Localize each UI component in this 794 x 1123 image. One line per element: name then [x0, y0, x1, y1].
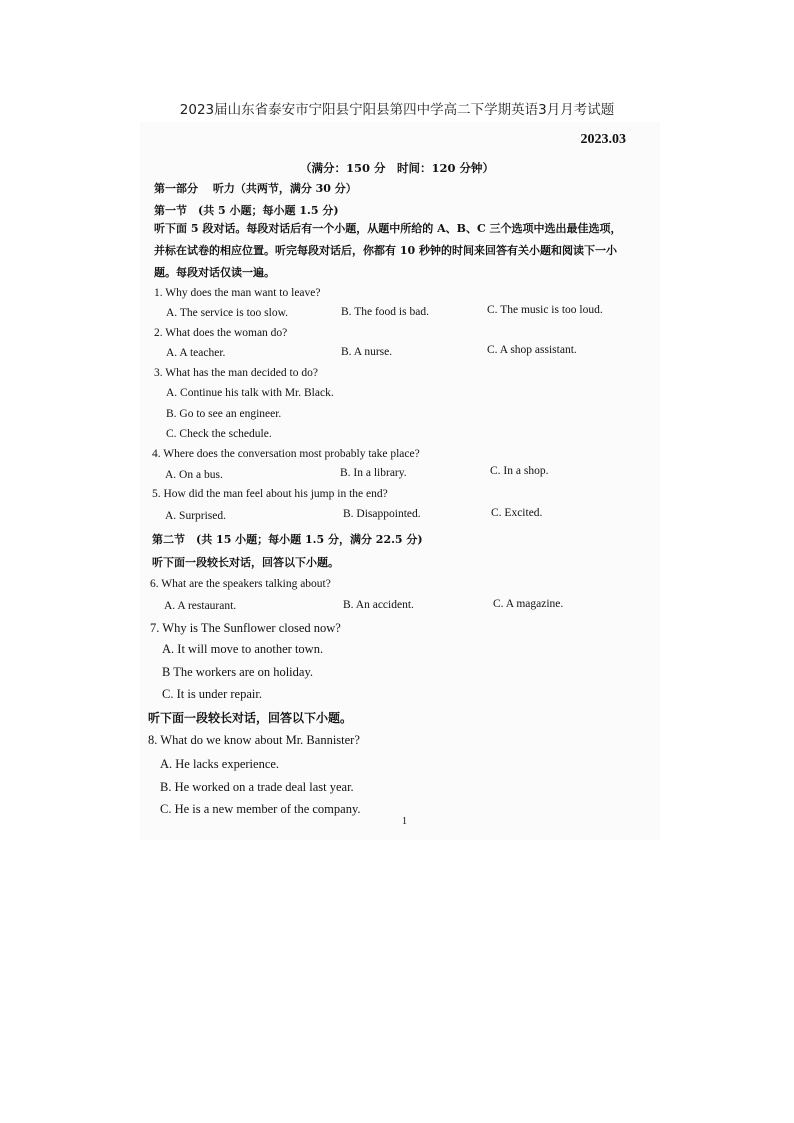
- exam-date: 2023.03: [580, 132, 626, 147]
- question-4-option-a: A. On a bus.: [165, 469, 223, 481]
- question-6-option-b: B. An accident.: [343, 599, 414, 611]
- question-3-stem: 3. What has the man decided to do?: [154, 367, 318, 379]
- question-4-option-b: B. In a library.: [340, 467, 407, 479]
- question-7-stem: 7. Why is The Sunflower closed now?: [150, 621, 341, 635]
- section1-heading: 第一节 (共 5 小题；每小题 1.5 分): [154, 204, 339, 217]
- question-7-option-a: A. It will move to another town.: [162, 642, 324, 656]
- question-2-option-b: B. A nurse.: [341, 346, 393, 358]
- section2-heading: 第二节 (共 15 小题；每小题 1.5 分，满分 22.5 分): [152, 533, 423, 546]
- question-6-option-c: C. A magazine.: [493, 598, 564, 610]
- question-5-stem: 5. How did the man feel about his jump in the end?: [152, 488, 388, 500]
- instruction2: 听下面一段较长对话，回答以下小题。: [152, 556, 339, 569]
- question-8-stem: 8. What do we know about Mr. Bannister?: [148, 733, 360, 747]
- question-1-stem: 1. Why does the man want to leave?: [154, 287, 321, 299]
- question-3-option-b: B. Go to see an engineer.: [166, 408, 282, 420]
- question-1-option-c: C. The music is too loud.: [487, 304, 603, 316]
- question-2-option-c: C. A shop assistant.: [487, 344, 577, 356]
- question-8-option-c: C. He is a new member of the company.: [160, 802, 361, 816]
- instruction1-line1: 听下面 5 段对话。每段对话后有一个小题，从题中所给的 A、B、C 三个选项中选出最佳选项，: [154, 222, 622, 235]
- question-5-option-b: B. Disappointed.: [343, 508, 421, 520]
- question-2-stem: 2. What does the woman do?: [154, 327, 288, 339]
- instruction1-line3: 题。每段对话仅读一遍。: [154, 266, 275, 279]
- question-7-option-c: C. It is under repair.: [162, 687, 262, 701]
- question-2-option-a: A. A teacher.: [166, 347, 226, 359]
- question-3-option-c: C. Check the schedule.: [166, 428, 272, 440]
- question-1-option-b: B. The food is bad.: [341, 306, 429, 318]
- question-8-option-b: B. He worked on a trade deal last year.: [160, 780, 354, 794]
- question-7-option-b: B The workers are on holiday.: [162, 665, 314, 679]
- question-5-option-c: C. Excited.: [491, 507, 543, 519]
- question-4-stem: 4. Where does the conversation most probably take place?: [152, 448, 420, 460]
- question-8-option-a: A. He lacks experience.: [160, 757, 280, 771]
- page-number: 1: [402, 816, 407, 827]
- instruction1-line2: 并标在试卷的相应位置。听完每段对话后，你都有 10 秒钟的时间来回答有关小题和阅读下一小: [154, 244, 617, 257]
- document-title: 2023届山东省泰安市宁阳县宁阳县第四中学高二下学期英语3月月考试题: [179, 102, 615, 118]
- question-4-option-c: C. In a shop.: [490, 465, 549, 477]
- question-5-option-a: A. Surprised.: [165, 510, 227, 522]
- question-1-option-a: A. The service is too slow.: [166, 307, 289, 319]
- question-3-option-a: A. Continue his talk with Mr. Black.: [166, 387, 334, 399]
- instruction3: 听下面一段较长对话，回答以下小题。: [148, 711, 353, 725]
- part1-heading: 第一部分 听力（共两节，满分 30 分）: [154, 182, 357, 195]
- question-6-option-a: A. A restaurant.: [164, 600, 237, 612]
- question-6-stem: 6. What are the speakers talking about?: [150, 578, 331, 590]
- score-time-line: （满分：150 分 时间：120 分钟）: [299, 161, 495, 175]
